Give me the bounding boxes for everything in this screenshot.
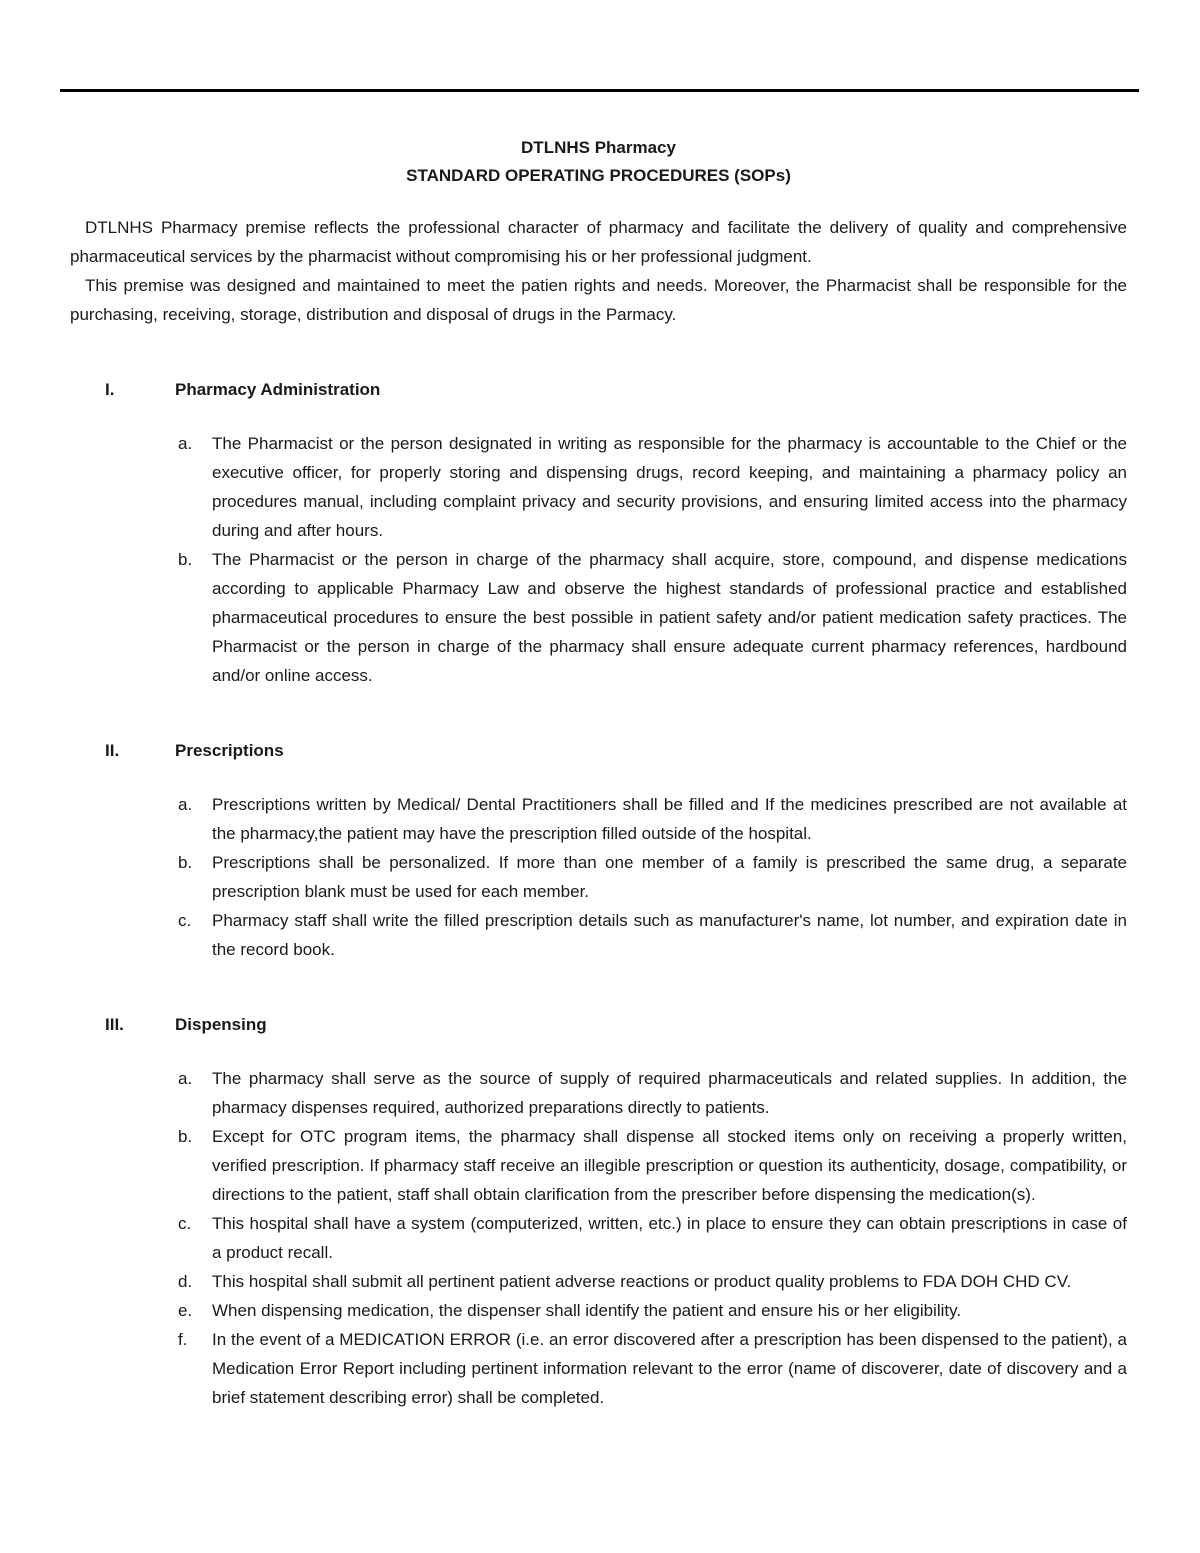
list-item (70, 1209, 1127, 1267)
item-letter: a. (178, 795, 193, 814)
list-item (70, 1325, 1127, 1412)
list-item (70, 790, 1127, 848)
item-text: Prescriptions written by Medical/ Dental Practitioners shall be filled and If the medicines prescribed are not available at the pharmacy,the patient may have the prescription filled outside of the hospital. (212, 795, 1127, 843)
list-item (70, 429, 1127, 545)
list-item (70, 906, 1127, 964)
section-title: Prescriptions (175, 741, 284, 760)
item-letter: b. (178, 853, 193, 872)
item-text: The pharmacy shall serve as the source of supply of required pharmaceuticals and related supplies. In addition, the pharmacy dispenses required, authorized preparations directly to patients. (212, 1069, 1127, 1117)
item-letter: c. (178, 911, 192, 930)
intro-paragraph-2: This premise was designed and maintained to meet the patien rights and needs. Moreover, the Pharmacist shall be responsible for the purchasing, receiving, storage, distribution and disposal of drugs in the Parmacy. (70, 276, 1127, 324)
item-letter: b. (178, 550, 193, 569)
item-letter: a. (178, 434, 193, 453)
item-text: The Pharmacist or the person designated in writing as responsible for the pharmacy is accountable to the Chief or the executive officer, for properly storing and dispensing drugs, record keeping, and maintaining a pharmacy policy an procedures manual, including complaint privacy and security provisions, and ensuring limited access into the pharmacy during and after hours. (212, 434, 1127, 540)
item-letter: b. (178, 1127, 193, 1146)
document-subtitle: STANDARD OPERATING PROCEDURES (SOPs) (406, 166, 791, 185)
list-item (70, 1296, 1127, 1325)
item-letter: d. (178, 1272, 193, 1291)
list-item (70, 848, 1127, 906)
item-text: The Pharmacist or the person in charge of the pharmacy shall acquire, store, compound, and dispense medications according to applicable Pharmacy Law and observe the highest standards of professional practice and established pharmaceutical procedures to ensure the best possible in patient safety and/or patient medication safety practices. The Pharmacist or the person in charge of the pharmacy shall ensure adequate current pharmacy references, hardbound and/or online access. (212, 550, 1127, 685)
item-letter: c. (178, 1214, 192, 1233)
intro-paragraph-1: DTLNHS Pharmacy premise reflects the professional character of pharmacy and facilitate the delivery of quality and comprehensive pharmaceutical services by the pharmacist without compromising his or her professional judgment. (70, 218, 1127, 266)
section-title: Pharmacy Administration (175, 380, 381, 399)
list-item (70, 1267, 1127, 1296)
document-title: DTLNHS Pharmacy (521, 138, 676, 157)
section-dispensing (70, 1010, 1127, 1412)
section-numeral: I. (105, 380, 115, 399)
list-item (70, 545, 1127, 690)
item-text: Except for OTC program items, the pharmacy shall dispense all stocked items only on receiving a properly written, verified prescription. If pharmacy staff receive an illegible prescription or question its authenticity, dosage, compatibility, or directions to the patient, staff shall obtain clarification from the prescriber before dispensing the medication(s). (212, 1127, 1127, 1204)
top-divider (60, 89, 1139, 92)
section-heading-row (70, 736, 1127, 765)
item-text: When dispensing medication, the dispenser shall identify the patient and ensure his or her eligibility. (212, 1301, 962, 1320)
item-text: This hospital shall submit all pertinent patient adverse reactions or product quality problems to FDA DOH CHD CV. (212, 1272, 1072, 1291)
section-prescriptions (70, 736, 1127, 964)
item-text: Prescriptions shall be personalized. If more than one member of a family is prescribed the same drug, a separate prescription blank must be used for each member. (212, 853, 1127, 901)
intro-block (70, 213, 1127, 329)
section-heading-row (70, 1010, 1127, 1039)
item-text: In the event of a MEDICATION ERROR (i.e. an error discovered after a prescription has been dispensed to the patient), a Medication Error Report including pertinent information relevant to the error (name of discoverer, date of discovery and a brief statement describing error) shall be completed. (212, 1330, 1127, 1407)
item-letter: e. (178, 1301, 193, 1320)
item-letter: a. (178, 1069, 193, 1088)
section-numeral: III. (105, 1015, 124, 1034)
item-text: Pharmacy staff shall write the filled prescription details such as manufacturer's name, lot number, and expiration date in the record book. (212, 911, 1127, 959)
section-pharmacy-administration (70, 375, 1127, 690)
list-item (70, 1064, 1127, 1122)
section-numeral: II. (105, 741, 120, 760)
list-item (70, 1122, 1127, 1209)
item-text: This hospital shall have a system (computerized, written, etc.) in place to ensure they can obtain prescriptions in case of a product recall. (212, 1214, 1127, 1262)
section-heading-row (70, 375, 1127, 404)
section-title: Dispensing (175, 1015, 267, 1034)
item-letter: f. (178, 1330, 188, 1349)
